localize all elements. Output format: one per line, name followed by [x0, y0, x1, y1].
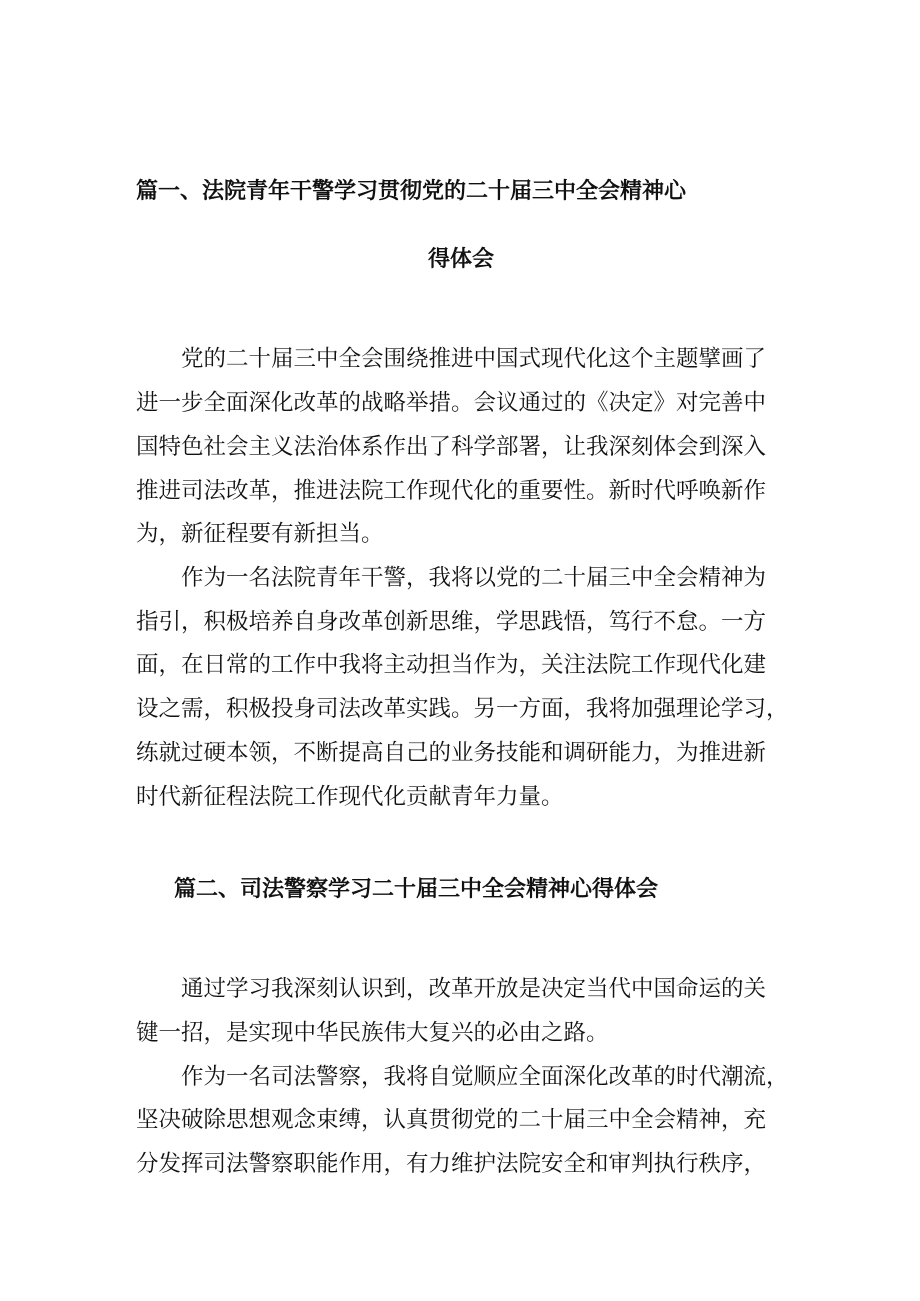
article2-para1-line2: 键一招，是实现中华民族伟大复兴的必由之路。: [136, 1020, 609, 1046]
article1-para1-line1: 党的二十届三中全会围绕推进中国式现代化这个主题擘画了: [181, 346, 767, 372]
article2-title: 篇二、司法警察学习二十届三中全会精神心得体会: [174, 877, 659, 902]
article2-para2-line3: 分发挥司法警察职能作用，有力维护法院安全和审判执行秩序，: [136, 1151, 767, 1177]
article1-para2-line6: 时代新征程法院工作现代化贡献青年力量。: [136, 784, 564, 810]
article1-title-line1: 篇一、法院青年干警学习贯彻党的二十届三中全会精神心: [136, 179, 687, 204]
article2-para2-line2: 坚决破除思想观念束缚，认真贯彻党的二十届三中全会精神，充: [136, 1107, 767, 1133]
article1-title-line2: 得体会: [428, 247, 495, 272]
article1-para1-line5: 为，新征程要有新担当。: [136, 521, 384, 547]
article1-para2-line3: 面，在日常的工作中我将主动担当作为，关注法院工作现代化建: [136, 652, 767, 678]
article1-para2-line5: 练就过硬本领，不断提高自己的业务技能和调研能力，为推进新: [136, 740, 767, 766]
article2-para1-line1: 通过学习我深刻认识到，改革开放是决定当代中国命运的关: [181, 976, 767, 1002]
article1-para2-line2: 指引，积极培养自身改革创新思维，学思践悟，笃行不怠。一方: [136, 609, 767, 635]
article1-para1-line3: 国特色社会主义法治体系作出了科学部署，让我深刻体会到深入: [136, 434, 767, 460]
article2-para2-line1: 作为一名司法警察，我将自觉顺应全面深化改革的时代潮流，: [181, 1064, 789, 1090]
article1-para1-line4: 推进司法改革，推进法院工作现代化的重要性。新时代呼唤新作: [136, 478, 767, 504]
article1-para1-line2: 进一步全面深化改革的战略举措。会议通过的《决定》对完善中: [136, 390, 767, 416]
article1-para2-line1: 作为一名法院青年干警，我将以党的二十届三中全会精神为: [181, 565, 767, 591]
article1-para2-line4: 设之需，积极投身司法改革实践。另一方面，我将加强理论学习，: [136, 696, 789, 722]
